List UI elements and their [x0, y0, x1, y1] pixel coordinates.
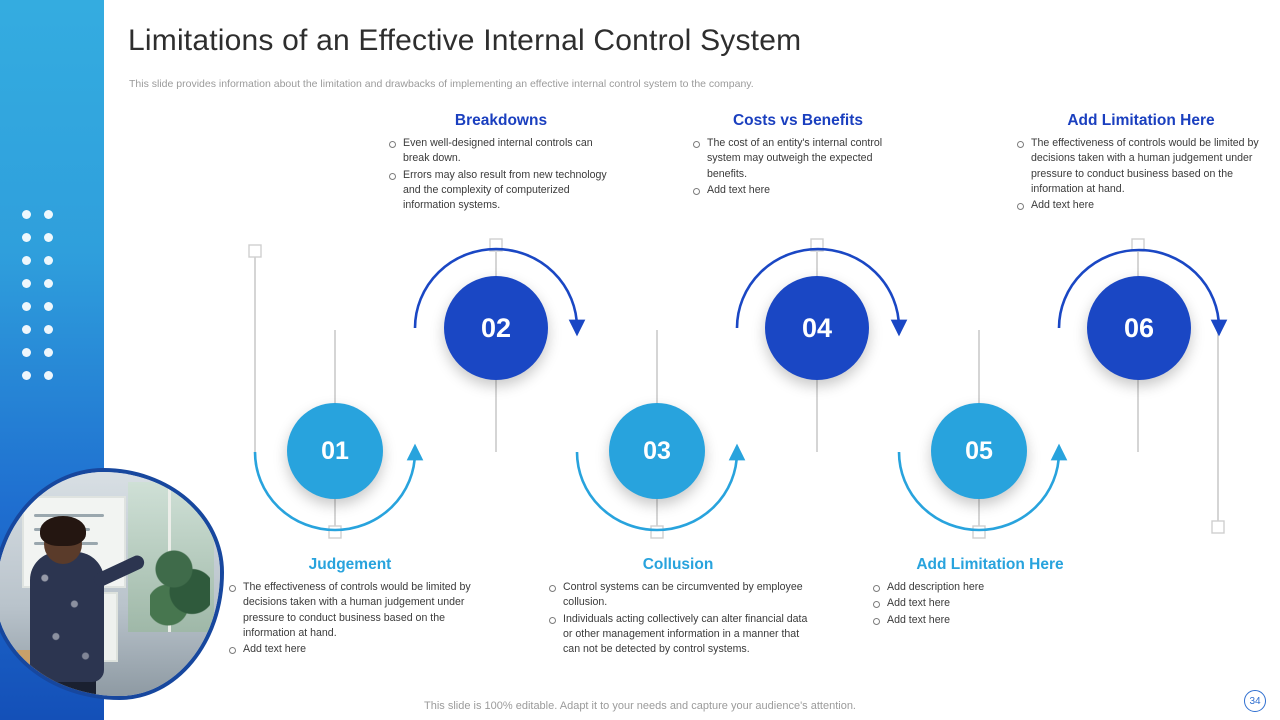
list-item: Errors may also result from new technology and the complexity of computerized information systems.: [388, 168, 614, 214]
step-node-06[interactable]: [1087, 276, 1191, 380]
step-bullets-03: [548, 580, 808, 658]
list-item: Individuals acting collectively can alter financial data or other management information in a manner that can not be detected by control systems.: [548, 612, 808, 658]
step-bullets-02: [388, 136, 614, 214]
step-number-02: 02: [480, 312, 512, 343]
step-heading-04: Costs vs Benefits: [732, 112, 864, 129]
list-item: Add text here: [228, 642, 472, 657]
step-number-05: 05: [965, 436, 993, 465]
step-text-06: [1016, 112, 1266, 215]
photo-image: [0, 472, 220, 696]
step-heading-06: Add Limitation Here: [1067, 112, 1215, 129]
list-item: Add text here: [872, 613, 1108, 628]
list-item: The cost of an entity's internal control system may outweigh the expected benefits.: [692, 136, 904, 182]
step-node-04[interactable]: [765, 276, 869, 380]
step-heading-03: Collusion: [642, 556, 714, 573]
step-number-06: 06: [1123, 312, 1155, 343]
step-bullets-06: [1016, 136, 1266, 214]
step-heading-02: Breakdowns: [454, 112, 548, 129]
step-bullets-01: [228, 580, 472, 658]
step-text-02: [388, 112, 614, 215]
step-number-01: 01: [321, 436, 349, 465]
step-node-01[interactable]: [287, 403, 383, 499]
list-item: Add text here: [872, 596, 1108, 611]
page-subtitle: This slide provides information about the limitation and drawbacks of implementing an effective internal control system to the company.: [129, 78, 754, 90]
step-text-03: [548, 556, 808, 659]
step-heading-05: Add Limitation Here: [916, 556, 1064, 573]
dot-grid-decoration: [22, 210, 64, 390]
step-bullets-04: [692, 136, 904, 198]
list-item: Add text here: [692, 183, 904, 198]
list-item: Control systems can be circumvented by employee collusion.: [548, 580, 808, 611]
step-text-05: [872, 556, 1108, 629]
list-item: Add description here: [872, 580, 1108, 595]
list-item: Add text here: [1016, 198, 1266, 213]
page-title: Limitations of an Effective Internal Control System: [128, 24, 802, 57]
list-item: Even well-designed internal controls can break down.: [388, 136, 614, 167]
step-text-01: [228, 556, 472, 659]
step-text-04: [692, 112, 904, 199]
step-node-03[interactable]: [609, 403, 705, 499]
page-number-badge: 34: [1244, 690, 1266, 712]
step-node-05[interactable]: [931, 403, 1027, 499]
photo-blob: [0, 468, 224, 700]
step-node-02[interactable]: [444, 276, 548, 380]
step-number-04: 04: [801, 312, 833, 343]
footer-note: This slide is 100% editable. Adapt it to your needs and capture your audience's attention.: [424, 700, 856, 712]
step-heading-01: Judgement: [308, 556, 392, 573]
list-item: The effectiveness of controls would be limited by decisions taken with a human judgement under pressure to conduct business based on the information at hand.: [1016, 136, 1266, 197]
step-bullets-05: [872, 580, 1108, 628]
step-number-03: 03: [643, 436, 671, 465]
list-item: The effectiveness of controls would be limited by decisions taken with a human judgement under pressure to conduct business based on the information at hand.: [228, 580, 472, 641]
